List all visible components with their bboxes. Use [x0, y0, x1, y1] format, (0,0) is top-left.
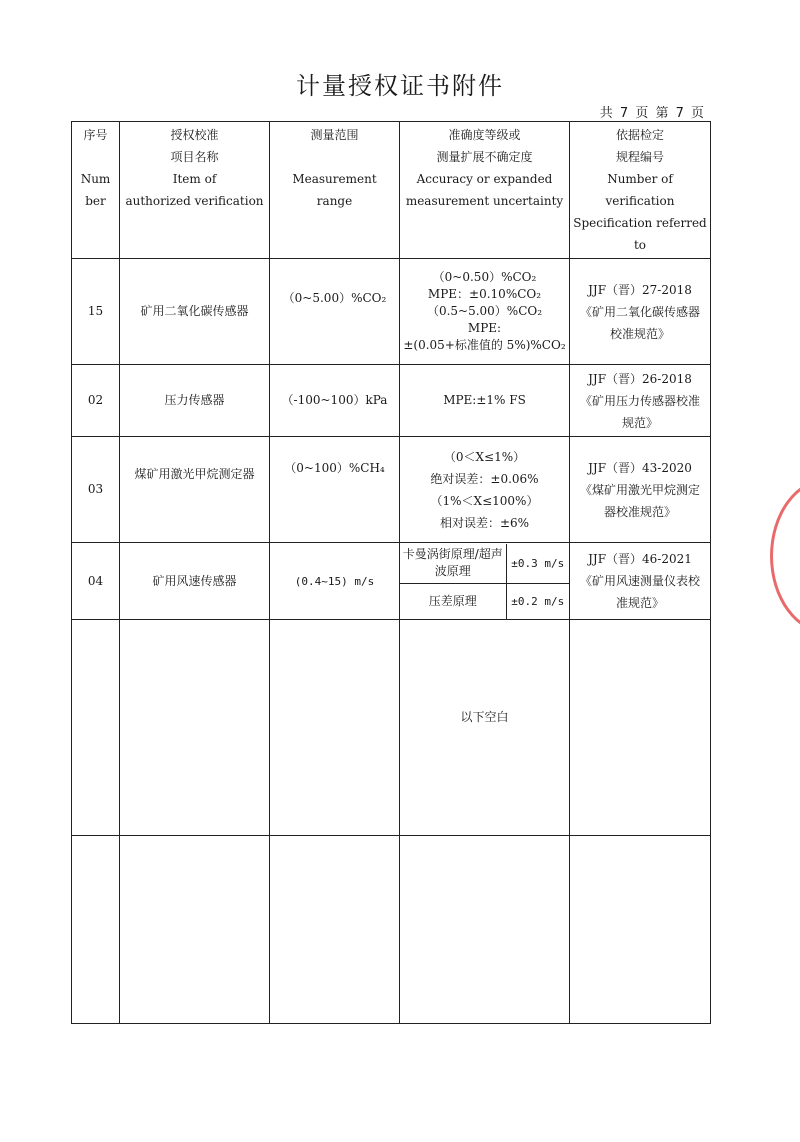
blank-cell [270, 620, 400, 836]
row-range: （-100~100）kPa [270, 365, 400, 437]
table-row [72, 365, 711, 437]
accuracy-subrow [400, 584, 569, 619]
table-row [72, 259, 711, 365]
blank-cell [400, 836, 570, 1024]
authorization-table [71, 121, 711, 1024]
blank-cell [72, 620, 120, 836]
accuracy-method: 压差原理 [400, 584, 506, 619]
row-item: 压力传感器 [120, 365, 270, 437]
row-spec: JJF（晋）46-2021 《矿用风速测量仪表校 准规范》 [570, 543, 711, 620]
row-item: 矿用风速传感器 [120, 543, 270, 620]
table-header-row [72, 122, 711, 259]
header-range: 测量范围 Measurement range [270, 122, 400, 259]
row-number: 02 [72, 365, 120, 437]
blank-cell [570, 620, 711, 836]
table-row-blank [72, 836, 711, 1024]
row-number: 03 [72, 437, 120, 543]
row-accuracy: MPE:±1% FS [400, 365, 570, 437]
document-title: 计量授权证书附件 [296, 72, 504, 100]
header-item: 授权校准 项目名称 Item of authorized verification [120, 122, 270, 259]
red-seal [770, 478, 800, 634]
row-item: 矿用二氧化碳传感器 [120, 259, 270, 365]
row-item: 煤矿用激光甲烷测定器 [120, 437, 270, 543]
accuracy-subtable [400, 544, 569, 619]
blank-note: 以下空白 [460, 710, 509, 724]
accuracy-value: ±0.3 m/s [506, 544, 569, 584]
page-info: 共 7 页 第 7 页 [599, 106, 704, 121]
blank-cell [72, 836, 120, 1024]
row-range: （0~100）%CH₄ [270, 437, 400, 543]
header-spec: 依据检定 规程编号 Number of verification Specification referred to [570, 122, 711, 259]
blank-cell [120, 836, 270, 1024]
row-accuracy: （0＜X≤1%） 绝对误差：±0.06% （1%＜X≤100%） 相对误差：±6% [400, 437, 570, 543]
row-range: (0.4~15) m/s [270, 543, 400, 620]
row-spec: JJF（晋）43-2020 《煤矿用激光甲烷测定 器校准规范》 [570, 437, 711, 543]
table-row [72, 543, 711, 620]
blank-cell [570, 836, 711, 1024]
blank-cell [120, 620, 270, 836]
row-number: 15 [72, 259, 120, 365]
row-spec: JJF（晋）27-2018 《矿用二氧化碳传感器 校准规范》 [570, 259, 711, 365]
row-spec: JJF（晋）26-2018 《矿用压力传感器校准 规范》 [570, 365, 711, 437]
row-range: （0~5.00）%CO₂ [270, 259, 400, 365]
blank-note-cell [400, 620, 570, 836]
table-row-blank [72, 620, 711, 836]
blank-cell [270, 836, 400, 1024]
table-row [72, 437, 711, 543]
header-number: 序号 Num ber [72, 122, 120, 259]
header-accuracy: 准确度等级或 测量扩展不确定度 Accuracy or expanded measurement uncertainty [400, 122, 570, 259]
row-number: 04 [72, 543, 120, 620]
accuracy-method: 卡曼涡街原理/超声波原理 [400, 544, 506, 584]
row-accuracy: （0~0.50）%CO₂ MPE：±0.10%CO₂ （0.5~5.00）%CO₂ MPE: ±(0.05+标准值的 5%)%CO₂ [400, 259, 570, 365]
accuracy-subrow [400, 544, 569, 584]
accuracy-value: ±0.2 m/s [506, 584, 569, 619]
row-accuracy [400, 543, 570, 620]
